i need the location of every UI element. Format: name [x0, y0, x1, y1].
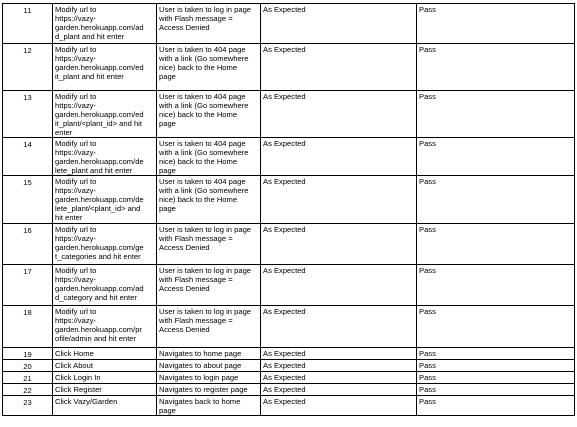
pass-fail-cell: Pass	[417, 224, 575, 265]
expected-result-line: User is taken to 404 page	[159, 92, 246, 101]
table-row	[3, 372, 575, 384]
expected-result-line: User is taken to log in page	[159, 225, 252, 234]
test-action-line: Modify url to	[55, 139, 97, 148]
test-action-line: Click Vazy/Garden	[55, 397, 118, 406]
expected-result-cell	[157, 91, 261, 138]
test-action-line: it_plant and hit enter	[55, 72, 124, 81]
test-action-cell	[53, 4, 157, 44]
actual-result-cell: As Expected	[261, 372, 417, 384]
table-row	[3, 396, 575, 416]
expected-result-line: nice) back to the Home	[159, 63, 238, 72]
test-action-line: garden.herokuapp.com/de	[55, 195, 144, 204]
test-action-line: https://vazy-	[55, 148, 96, 157]
test-action-line: Modify url to	[55, 45, 97, 54]
test-number-cell: 23	[3, 396, 53, 416]
expected-result-line: Navigates back to home	[159, 397, 241, 406]
test-number-cell: 18	[3, 306, 53, 348]
test-action-line: hit enter	[55, 213, 83, 222]
test-number-cell: 13	[3, 91, 53, 138]
expected-result-cell	[157, 306, 261, 348]
test-action-line: Click Login In	[55, 373, 101, 382]
expected-result-line: page	[159, 204, 176, 213]
expected-result-cell	[157, 372, 261, 384]
expected-result-line: with a link (Go somewhere	[159, 148, 249, 157]
test-action-cell	[53, 91, 157, 138]
test-action-line: https://vazy-	[55, 186, 96, 195]
table-row	[3, 138, 575, 176]
actual-result-cell: As Expected	[261, 306, 417, 348]
expected-result-line: Navigates to about page	[159, 361, 242, 370]
table-row	[3, 265, 575, 306]
pass-fail-cell: Pass	[417, 4, 575, 44]
actual-result-cell: As Expected	[261, 44, 417, 91]
expected-result-line: with a link (Go somewhere	[159, 101, 249, 110]
test-number-cell: 20	[3, 360, 53, 372]
test-number-cell: 19	[3, 348, 53, 360]
test-action-cell	[53, 224, 157, 265]
test-action-cell	[53, 176, 157, 224]
test-action-cell	[53, 384, 157, 396]
test-action-line: Click About	[55, 361, 93, 370]
test-action-line: lete_plant/<plant_id> and	[55, 204, 141, 213]
expected-result-line: nice) back to the Home	[159, 157, 238, 166]
test-action-cell	[53, 396, 157, 416]
expected-result-cell	[157, 138, 261, 176]
actual-result-cell: As Expected	[261, 224, 417, 265]
test-action-line: Modify url to	[55, 225, 97, 234]
test-action-line: Modify url to	[55, 5, 97, 14]
test-action-line: it_plant/<plant_id> and hit	[55, 119, 142, 128]
actual-result-cell: As Expected	[261, 396, 417, 416]
test-number-cell: 12	[3, 44, 53, 91]
test-action-line: lete_plant and hit enter	[55, 166, 133, 175]
test-number-cell: 22	[3, 384, 53, 396]
expected-result-line: User is taken to 404 page	[159, 177, 246, 186]
expected-result-cell	[157, 265, 261, 306]
pass-fail-cell: Pass	[417, 91, 575, 138]
test-action-line: garden.herokuapp.com/ge	[55, 243, 144, 252]
test-action-line: https://vazy-	[55, 275, 96, 284]
expected-result-line: with a link (Go somewhere	[159, 54, 249, 63]
expected-result-line: with Flash message =	[159, 275, 233, 284]
expected-result-line: nice) back to the Home	[159, 110, 238, 119]
expected-result-line: Access Denied	[159, 243, 210, 252]
test-action-line: https://vazy-	[55, 234, 96, 243]
test-action-cell	[53, 372, 157, 384]
table-row	[3, 384, 575, 396]
expected-result-cell	[157, 384, 261, 396]
test-number-cell: 17	[3, 265, 53, 306]
actual-result-cell: As Expected	[261, 176, 417, 224]
actual-result-cell: As Expected	[261, 138, 417, 176]
expected-result-line: page	[159, 406, 176, 415]
expected-result-line: Navigates to register page	[159, 385, 248, 394]
expected-result-line: User is taken to log in page	[159, 266, 252, 275]
expected-result-cell	[157, 44, 261, 91]
test-action-cell	[53, 306, 157, 348]
test-action-line: https://vazy-	[55, 14, 96, 23]
expected-result-line: User is taken to log in page	[159, 307, 252, 316]
table-row	[3, 348, 575, 360]
expected-result-line: User is taken to log in page	[159, 5, 252, 14]
test-action-cell	[53, 265, 157, 306]
test-action-line: Modify url to	[55, 307, 97, 316]
test-action-line: garden.herokuapp.com/ed	[55, 63, 144, 72]
test-action-line: Click Register	[55, 385, 102, 394]
actual-result-cell: As Expected	[261, 91, 417, 138]
test-number-cell: 14	[3, 138, 53, 176]
expected-result-cell	[157, 348, 261, 360]
expected-result-line: with Flash message =	[159, 316, 233, 325]
pass-fail-cell: Pass	[417, 396, 575, 416]
table-row	[3, 306, 575, 348]
expected-result-cell	[157, 360, 261, 372]
test-action-line: garden.herokuapp.com/ad	[55, 284, 144, 293]
test-action-line: Modify url to	[55, 92, 97, 101]
table-row	[3, 224, 575, 265]
expected-result-line: with Flash message =	[159, 14, 233, 23]
test-action-line: garden.herokuapp.com/pr	[55, 325, 142, 334]
test-action-cell	[53, 138, 157, 176]
pass-fail-cell: Pass	[417, 265, 575, 306]
pass-fail-cell: Pass	[417, 44, 575, 91]
table-row	[3, 176, 575, 224]
pass-fail-cell: Pass	[417, 176, 575, 224]
test-cases-table	[2, 3, 575, 416]
expected-result-cell	[157, 396, 261, 416]
test-number-cell: 11	[3, 4, 53, 44]
expected-result-line: User is taken to 404 page	[159, 139, 246, 148]
expected-result-line: Access Denied	[159, 284, 210, 293]
expected-result-line: Access Denied	[159, 325, 210, 334]
test-action-line: garden.herokuapp.com/de	[55, 157, 144, 166]
expected-result-line: page	[159, 166, 176, 175]
test-action-line: Click Home	[55, 349, 94, 358]
actual-result-cell: As Expected	[261, 360, 417, 372]
test-action-line: ofile/admin and hit enter	[55, 334, 137, 343]
actual-result-cell: As Expected	[261, 384, 417, 396]
test-action-line: Modify url to	[55, 177, 97, 186]
pass-fail-cell: Pass	[417, 384, 575, 396]
expected-result-line: Navigates to login page	[159, 373, 239, 382]
test-action-line: Modify url to	[55, 266, 97, 275]
pass-fail-cell: Pass	[417, 372, 575, 384]
expected-result-cell	[157, 176, 261, 224]
table-row	[3, 91, 575, 138]
expected-result-line: User is taken to 404 page	[159, 45, 246, 54]
table-row	[3, 4, 575, 44]
pass-fail-cell: Pass	[417, 360, 575, 372]
test-action-line: garden.herokuapp.com/ad	[55, 23, 144, 32]
test-action-line: t_categories and hit enter	[55, 252, 141, 261]
test-action-line: d_category and hit enter	[55, 293, 137, 302]
test-action-cell	[53, 348, 157, 360]
test-number-cell: 21	[3, 372, 53, 384]
test-action-line: https://vazy-	[55, 101, 96, 110]
actual-result-cell: As Expected	[261, 348, 417, 360]
test-action-line: garden.herokuapp.com/ed	[55, 110, 144, 119]
expected-result-line: with Flash message =	[159, 234, 233, 243]
expected-result-cell	[157, 4, 261, 44]
pass-fail-cell: Pass	[417, 138, 575, 176]
test-number-cell: 16	[3, 224, 53, 265]
test-action-cell	[53, 44, 157, 91]
expected-result-line: Navigates to home page	[159, 349, 242, 358]
test-number-cell: 15	[3, 176, 53, 224]
test-action-line: d_plant and hit enter	[55, 32, 125, 41]
expected-result-line: with a link (Go somewhere	[159, 186, 249, 195]
test-action-line: enter	[55, 128, 73, 137]
actual-result-cell: As Expected	[261, 4, 417, 44]
actual-result-cell: As Expected	[261, 265, 417, 306]
expected-result-cell	[157, 224, 261, 265]
table-row	[3, 360, 575, 372]
expected-result-line: page	[159, 119, 176, 128]
test-action-line: https://vazy-	[55, 316, 96, 325]
pass-fail-cell: Pass	[417, 348, 575, 360]
test-cases-body	[3, 4, 575, 416]
expected-result-line: nice) back to the Home	[159, 195, 238, 204]
pass-fail-cell: Pass	[417, 306, 575, 348]
expected-result-line: Access Denied	[159, 23, 210, 32]
expected-result-line: page	[159, 72, 176, 81]
test-action-line: https://vazy-	[55, 54, 96, 63]
table-row	[3, 44, 575, 91]
test-action-cell	[53, 360, 157, 372]
